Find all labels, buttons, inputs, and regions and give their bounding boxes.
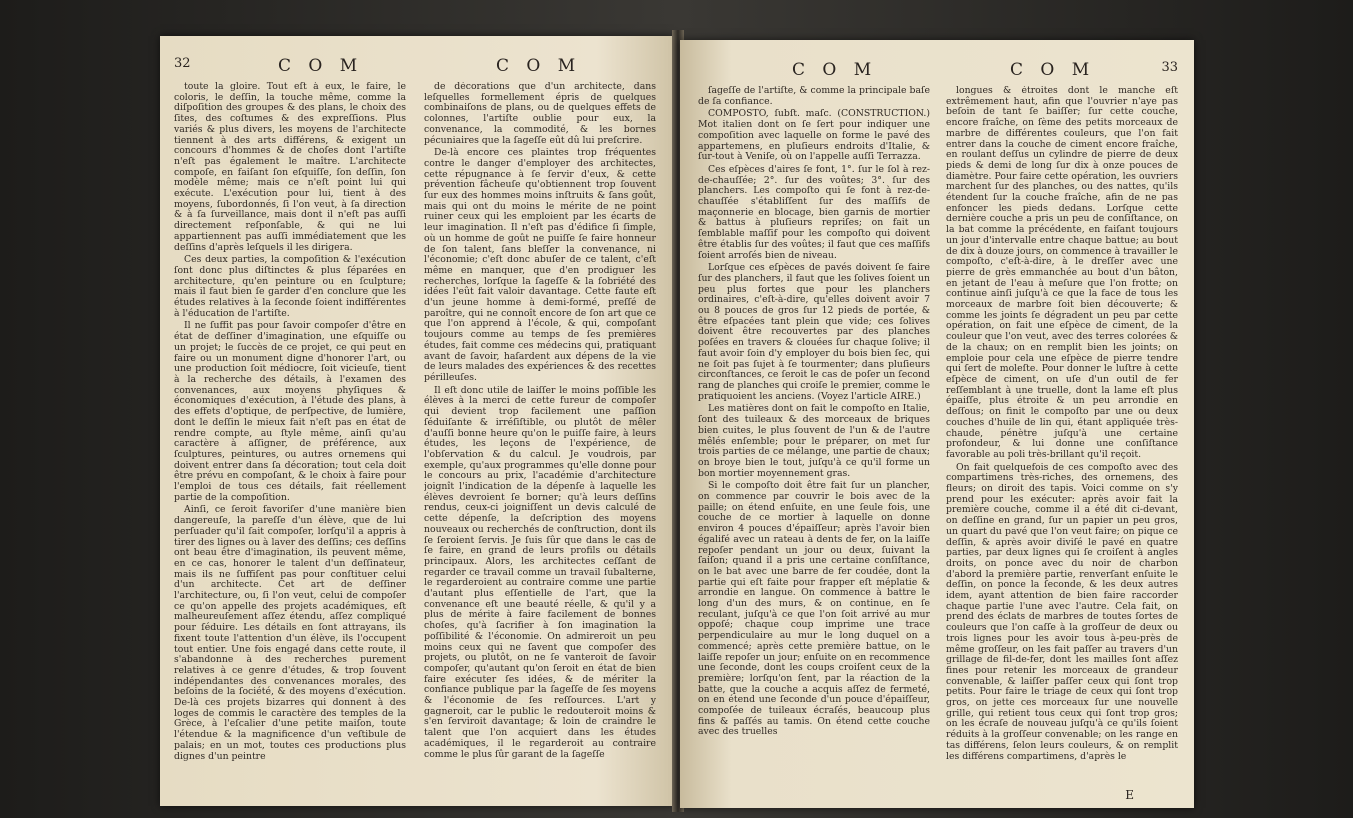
paragraph: ſageſſe de l'artiſte, & comme la principale baſe de ſa confiance. (698, 86, 930, 107)
signature-mark: E (1125, 788, 1134, 802)
running-head-left (160, 56, 674, 78)
left-page (160, 36, 674, 806)
paragraph: Ces deux parties, la compoſition & l'exécution ſont donc plus diſtinctes & plus ſéparées en architecture, qu'en peinture ou en ſculpture; mais il faut bien ſe garder d'en conclure que les études relatives à la ſeconde ſoient indifférentes à l'éducation de l'artiſte. (174, 254, 406, 319)
paragraph: Si le compoſto doit être fait ſur un plancher, on commence par couvrir le bois avec de la paille; on étend enſuite, en une ſeule fois, une couche de ce mortier à laquelle on donne environ 4 pouces d'épaiſſeur; après l'avoir bien égalifé avec un rateau à dents de fer, on la laiſſe repoſer pendant un jour ou deux, ſuivant la ſaiſon; quand il a pris une certaine conſiſtance, on le bat avec une barre de fer coudée, dont la partie qui eſt faite pour frapper eſt méplatie & arrondie en langue. On commence à battre le long d'un des murs, & on continue, en ſe reculant, juſqu'à ce que l'on ſoit arrivé au mur oppoſé; chaque coup imprime une trace perpendiculaire au mur le long duquel on a commencé; après cette première battue, on le laiſſe repoſer un jour; enſuite on en recommence une ſeconde, dont les coups croiſent ceux de la première; lorſqu'on ſent, par la réaction de la batte, que la couche a acquis aſſez de fermeté, on en étend une ſeconde d'un pouce d'épaiſſeur, compoſée de tuileaux écraſés, beaucoup plus fins & paſſés au tamis. On étend cette couche avec des truelles (698, 480, 930, 738)
paragraph: longues & étroites dont le manche eſt extrêmement haut, afin que l'ouvrier n'aye pas beſoin de tant ſe baiſſer; ſur cette couche, encore fraîche, on ſème des petits morceaux de marbre de différentes couleurs, que l'on fait entrer dans la couche de ciment encore fraîche, en roulant deſſus un cylindre de pierre de deux pieds & demi de long ſur dix à onze pouces de diamètre. Pour faire cette opération, les ouvriers marchent ſur des planches, ou des nattes, qu'ils étendent ſur la couche fraîche, afin de ne pas enfoncer les pieds dedans. Lorſque cette dernière couche a pris un peu de conſiſtance, on la bat comme la précédente, en faiſant toujours un jour d'intervalle entre chaque battue; au bout de dix à douze jours, on commence à travailler le compoſto, c'eſt-à-dire, à le dreſſer avec une pierre de grès emmanchée au bout d'un bâton, en jetant de l'eau à meſure que l'on frotte; on continue ainſi juſqu'à ce que la face de tous les morceaux de marbre ſoit bien découverte; & comme les joints ſe dégradent un peu par cette opération, on fait une eſpèce de ciment, de la couleur que l'on veut, avec des terres colorées & de la chaux; on en remplit bien les joints; on emploie pour cela une eſpèce de pierre tendre qui ſert de moleſte. Pour donner le luſtre à cette eſpèce de ciment, on uſe d'un outil de fer reſſemblant à une truelle, dont la lame eſt plus épaiſſe, plus étroite & un peu arrondie en deſſous; on finit le compoſto par une ou deux couches d'huile de lin qui, étant appliquée très-chaude, pénètre juſqu'à une certaine profondeur, & lui donne une conſiſtance favorable au poli très-brillant qu'il reçoit. (946, 86, 1178, 460)
paragraph: Ainſi, ce ſeroit favoriſer d'une manière bien dangereuſe, la pareſſe d'un élève, que de lui perſuader qu'il ſait compoſer, lorſqu'il a appris à tirer des lignes ou à laver des deſſins; ces deſſins ont beau être d'imagination, ils peuvent même, en ce cas, honorer le talent d'un deſſinateur, mais ils ne ſuffiſent pas pour conſtituer celui d'un architecte. Cet art de deſſiner l'architecture, ou, ſi l'on veut, celui de compoſer ce qu'on appelle des projets académiques, eſt malheureuſement aſſez étendu, aſſez compliqué pour ſéduire. Les détails en ſont attrayans, ils fixent toute l'attention d'un élève, ils l'occupent tout entier. Une fois engagé dans cette route, il s'abandonne à des recherches purement relatives à ce genre d'études, & trop ſouvent indépendantes des convenances morales, des beſoins de la ſociété, & des moyens d'exécution. De-là ces projets bizarres qui donnent à des loges de commis le caractère des temples de la Grèce, à l'eſcalier d'une petite maiſon, toute l'étendue & la magnificence d'un veſtibule de palais; en un mot, toutes ces productions plus dignes d'un peintre (174, 504, 406, 762)
running-head-word-left-2: C O M (496, 56, 582, 76)
running-head-word-right-2: C O M (1010, 60, 1096, 80)
page-number-left: 32 (174, 56, 191, 71)
running-head-word-right-1: C O M (792, 60, 878, 80)
paragraph: Les matières dont on fait le compoſto en Italie, ſont des tuileaux & des morceaux de briques bien cuites, le plus ſouvent de l'un & de l'autre mêlés enſemble; pour le préparer, on met ſur trois parties de ce mélange, une partie de chaux; on broye bien le tout, juſqu'à ce qu'il forme un bon mortier moyennement gras. (698, 403, 930, 479)
paragraph: COMPOSTO, ſubſt. maſc. (CONSTRUCTION.) Mot italien dont on ſe ſert pour indiquer une compoſition avec laquelle on forme le pavé des appartemens, en pluſieurs endroits d'Italie, & ſur-tout à Veniſe, où on l'appelle auſſi Terrazza. (698, 108, 930, 163)
paragraph: de décorations que d'un architecte, dans leſquelles formellement épris de quelques combinaiſons de plans, ou de quelques effets de colonnes, l'artiſte oublie pour eux, la convenance, la commodité, & les bornes pécuniaires que la ſageſſe eût dû lui preſcrire. (424, 82, 656, 146)
right-page-column-1 (698, 86, 930, 794)
running-head-right (680, 60, 1194, 82)
right-page (680, 40, 1194, 808)
paragraph: De-là encore ces plaintes trop fréquentes contre le danger d'employer des architectes, cette répugnance à ſe ſervir d'eux, & cette prévention fâcheuſe qu'obtiennent trop ſouvent ſur eux des hommes moins inſtruits & ſans goût, mais qui ont du moins le mérite de ne point ruiner ceux qui les emploient par les écarts de leur imagination. Il n'eſt pas d'édifice ſi ſimple, où un homme de goût ne puiſſe ſe faire honneur de ſon talent, ſans bleſſer la convenance, ni l'économie; c'eſt donc abuſer de ce talent, c'eſt même en manquer, que d'en prodiguer les recherches, lorſque la ſageſſe & la ſobriété des idées l'eût fait valoir davantage. Cette faute eſt d'un jeune homme à demi-formé, preſſé de paroître, qui ne connoît encore de ſon art que ce que l'on apprend à l'école, & qui, compoſant toujours comme au temps de ſes premières études, fait comme ces médecins qui, pratiquant avant de ſavoir, haſardent aux dépens de la vie de leurs malades des expériences & des recettes périlleuſes. (424, 147, 656, 383)
page-number-right: 33 (1161, 60, 1178, 75)
paragraph: On fait quelquefois de ces compoſto avec des compartimens très-riches, des ornemens, des fleurs; on diroit des tapis. Voici comme on s'y prend pour les exécuter: après avoir fait la première couche, comme il a été dit ci-devant, on deſſine en grand, ſur un papier un peu gros, un quart du pavé que l'on veut faire; on pique ce deſſin, & après avoir diviſé le pavé en quatre parties, par deux lignes qui ſe croiſent à angles droits, on ponce avec du noir de charbon d'abord la première partie, renverſant enſuite le deſſin, on ponce la ſeconde, & les deux autres idem, ayant attention de bien faire raccorder chaque partie l'une avec l'autre. Cela fait, on prend des éclats de marbres de toutes ſortes de couleurs que l'on caſſe à la groſſeur de deux ou trois lignes pour les avoir tous à-peu-près de même groſſeur, on les fait paſſer au travers d'un grillage de fil-de-fer, dont les mailles ſont aſſez fines pour retenir les morceaux de grandeur convenable, & laiſſer paſſer ceux qui ſont trop petits. Pour faire le triage de ceux qui ſont trop gros, on jette ces morceaux ſur une nouvelle grille, qui retient tous ceux qui ſont trop gros; on les écraſe de nouveau juſqu'à ce qu'ils ſoient réduits à la groſſeur convenable; on les range en tas différens, ſelon leurs couleurs, & on remplit les différens compartimens, d'après le (946, 461, 1178, 762)
left-page-column-2 (424, 82, 656, 792)
paragraph: Lorſque ces eſpèces de pavés doivent ſe faire ſur des planchers, il faut que les ſolives ſoient un peu plus fortes que pour les planchers ordinaires, c'eſt-à-dire, qu'elles doivent avoir 7 ou 8 pouces de gros ſur 12 pieds de portée, & être eſpacées tant plein que vide; ces ſolives doivent être recouvertes par des planches poſées en travers & clouées ſur chaque ſolive; il faut avoir ſoin d'y employer du bois bien ſec, qui ne ſoit pas ſujet à ſe tourmenter; dans pluſieurs circonſtances, ce ſeroit le cas de poſer un ſecond rang de planches qui croiſe le premier, comme le pratiquoient les anciens. (Voyez l'article AIRE.) (698, 262, 930, 402)
running-head-word-left-1: C O M (278, 56, 364, 76)
right-page-column-2 (946, 86, 1178, 794)
left-page-column-1 (174, 82, 406, 792)
paragraph: Il eſt donc utile de laiſſer le moins poſſible les élèves à la merci de cette fureur de compoſer qui devient trop facilement une paſſion ſéduiſante & irréſiſtible, ou plutôt de mêler d'auſſi bonne heure qu'on le puiſſe faire, à leurs études, les leçons de l'expérience, de l'obſervation & du calcul. Je voudrois, par exemple, qu'aux programmes qu'elle donne pour le concours au prix, l'académie d'architecture joignît l'indication de la dépenſe à laquelle les élèves devroient ſe borner; qu'à leurs deſſins rendus, ceux-ci joigniſſent un devis calculé de cette dépenſe, la deſcription des moyens nouveaux ou recherchés de conſtruction, dont ils ſe ſeroient ſervis. Je ſuis ſûr que dans le cas de ſe faire, en grand de leurs profils ou détails principaux. Alors, les architectes ceſſant de regarder ce travail comme un travail ſubalterne, le regarderoient au contraire comme une partie d'autant plus eſſentielle de l'art, que la convenance eſt une beauté réelle, & qu'il y a plus de mérite à faire facilement de bonnes choſes, qu'à ſacrifier à ſon imagination la poſſibilité & l'économie. On admireroit un peu moins ceux qui ne ſavent que compoſer des projets, ou plutôt, on ne ſe vanteroit de ſavoir compoſer, qu'autant qu'on ſeroit en état de bien faire exécuter ſes idées, & de mériter la confiance publique par la ſageſſe de ſes moyens & l'économie de ſes reſſources. L'art y gagneroit, car le public le redouteroit moins & s'en ſerviroit davantage; & loin de craindre le talent que l'on acquiert dans les études académiques, il le regarderoit au contraire comme le plus ſûr garant de la ſageſſe (424, 384, 656, 760)
paragraph: Ces eſpèces d'aires ſe font, 1°. ſur le ſol à rez-de-chauſſée; 2°. ſur des voûtes; 3°. ſur des planchers. Les compoſto qui ſe font à rez-de-chauſſée s'établiſſent ſur des maſſifs de maçonnerie en blocage, bien garnis de mortier & battus à pluſieurs repriſes; on fait un ſemblable maſſif pour les compoſto qui doivent être établis ſur des voûtes; il faut que ces maſſifs ſoient arroſés bien de niveau. (698, 163, 930, 261)
paragraph: Il ne ſuffit pas pour ſavoir compoſer d'être en état de deſſiner d'imagination, une eſquiſſe ou un projet; le ſuccès de ce projet, ce qui peut en faire ou un monument digne d'honorer l'art, ou une production ſoit médiocre, ſoit vicieuſe, tient à la recherche des détails, à l'examen des convenances, aux moyens phyſiques & économiques d'exécution, à l'étude des plans, à des effets d'optique, de perſpective, de lumière, dont le deſſin le mieux fait n'eſt pas en état de rendre compte, au ſtyle même, ainſi qu'au caractère à aſſigner, de préférence, aux ſculptures, peintures, ou autres ornemens qui doivent entrer dans ſa décoration; tout cela doit être prévu en compoſant, & le choix à faire pour l'emploi de tous ces détails, fait réellement partie de la compoſition. (174, 320, 406, 503)
paragraph: toute la gloire. Tout eſt à eux, le faire, le coloris, le deſſin, la touche même, comme la diſpoſition des groupes & des plans, le choix des ſites, des coſtumes & des expreſſions. Plus variés & plus divers, les moyens de l'architecte tiennent à des arts différens, & exigent un concours d'hommes & de choſes dont l'artiſte n'eſt pas également le maître. L'architecte compoſe, en faiſant ſon eſquiſſe, ſon deſſin, ſon modèle même; mais ce n'eſt point lui qui exécute. L'exécution pour lui, tient à des moyens, ſubordonnés, ſi l'on veut, à ſa direction & à ſa ſurveillance, mais dont il n'eſt pas auſſi directement reſponſable, & qui ne lui appartiennent pas auſſi immédiatement que les deſſins d'après leſquels il les dirigera. (174, 82, 406, 253)
